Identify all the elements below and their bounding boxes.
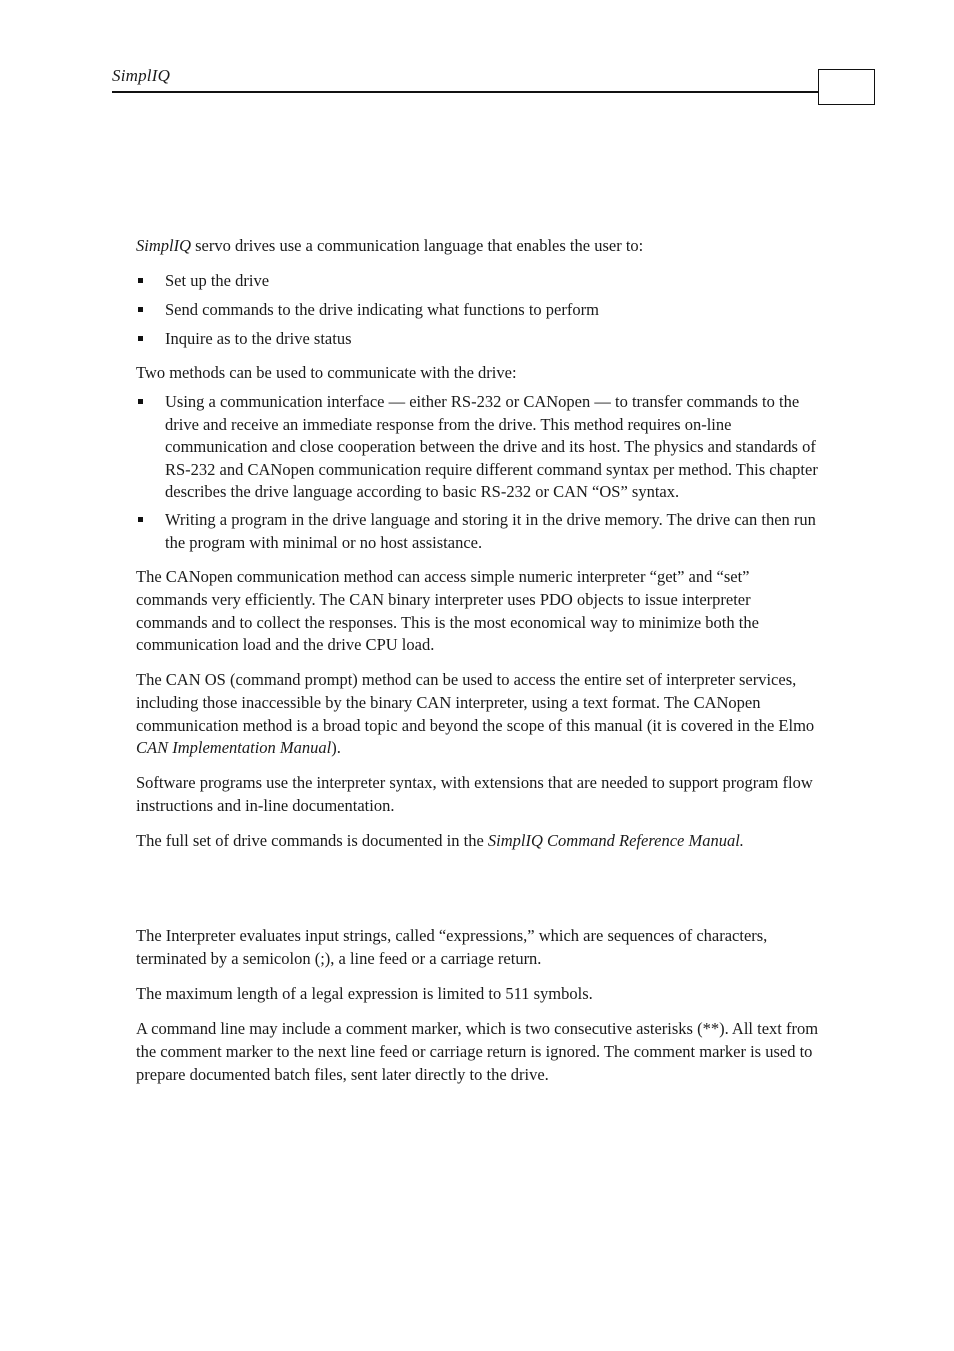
header-rule: [112, 91, 818, 93]
canos-end: ).: [331, 738, 341, 758]
list-item: Inquire as to the drive status: [136, 328, 820, 351]
page-number-box: [818, 69, 875, 105]
software-paragraph: Software programs use the interpreter syntax, with extensions that are needed to support program flow instructions and in-line documentation.: [136, 773, 813, 816]
canopen-paragraph: The CANopen communication method can access simple numeric interpreter “get” and “set” commands very efficiently. The CAN binary interpreter uses PDO objects to issue interpreter commands and to collect the responses. This is the most economical way to minimize both the communication load and the drive CPU load.: [136, 567, 759, 655]
list-item: Set up the drive: [136, 270, 820, 293]
interpreter-paragraph: The Interpreter evaluates input strings, called “expressions,” which are sequences of characters, terminated by a semicolon (;), a line feed or a carriage return.: [136, 926, 768, 968]
list-item: Writing a program in the drive language and storing it in the drive memory. The drive can then run the program with minimal or no host assistance.: [136, 509, 820, 554]
section-gap: [136, 865, 820, 925]
capabilities-list: [136, 270, 820, 350]
list-item: Send commands to the drive indicating what functions to perform: [136, 299, 820, 322]
header-brand: SimplIQ: [112, 66, 171, 85]
canos-text: The CAN OS (command prompt) method can be used to access the entire set of interpreter services, including those inaccessible by the binary CAN interpreter, using a text format. The CANopen communication method is a broad topic and beyond the scope of this manual (it is covered in the Elmo: [136, 670, 815, 735]
page-content: [136, 235, 820, 1099]
maxlength-paragraph: The maximum length of a legal expression is limited to 511 symbols.: [136, 984, 593, 1004]
methods-lead: Two methods can be used to communicate with the drive:: [136, 363, 517, 383]
fullset-paragraph: [136, 830, 820, 853]
fullset-brand: SimplIQ: [487, 831, 543, 851]
fullset-text: The full set of drive commands is documented in the: [136, 831, 488, 851]
canos-paragraph: [136, 669, 820, 759]
intro-brand: SimplIQ: [136, 236, 191, 255]
comment-paragraph: A command line may include a comment marker, which is two consecutive asterisks (**). All text from the comment marker to the next line feed or carriage return is ignored. The comment marker is used to prepare documented batch files, sent later directly to the drive.: [136, 1019, 819, 1084]
fullset-reference: Command Reference Manual.: [542, 831, 744, 851]
canos-reference: CAN Implementation Manual: [136, 738, 332, 758]
intro-text: servo drives use a communication language that enables the user to:: [191, 236, 644, 255]
methods-list: [136, 391, 820, 555]
intro-paragraph: [136, 235, 820, 258]
list-item: Using a communication interface — either RS-232 or CANopen — to transfer commands to the drive and receive an immediate response from the drive. This method requires on-line communication and close cooperation between the drive and its host. The physics and standards of RS-232 and CANopen communication require different command syntax per method. This chapter describes the drive language according to basic RS-232 or CAN “OS” syntax.: [136, 391, 820, 504]
